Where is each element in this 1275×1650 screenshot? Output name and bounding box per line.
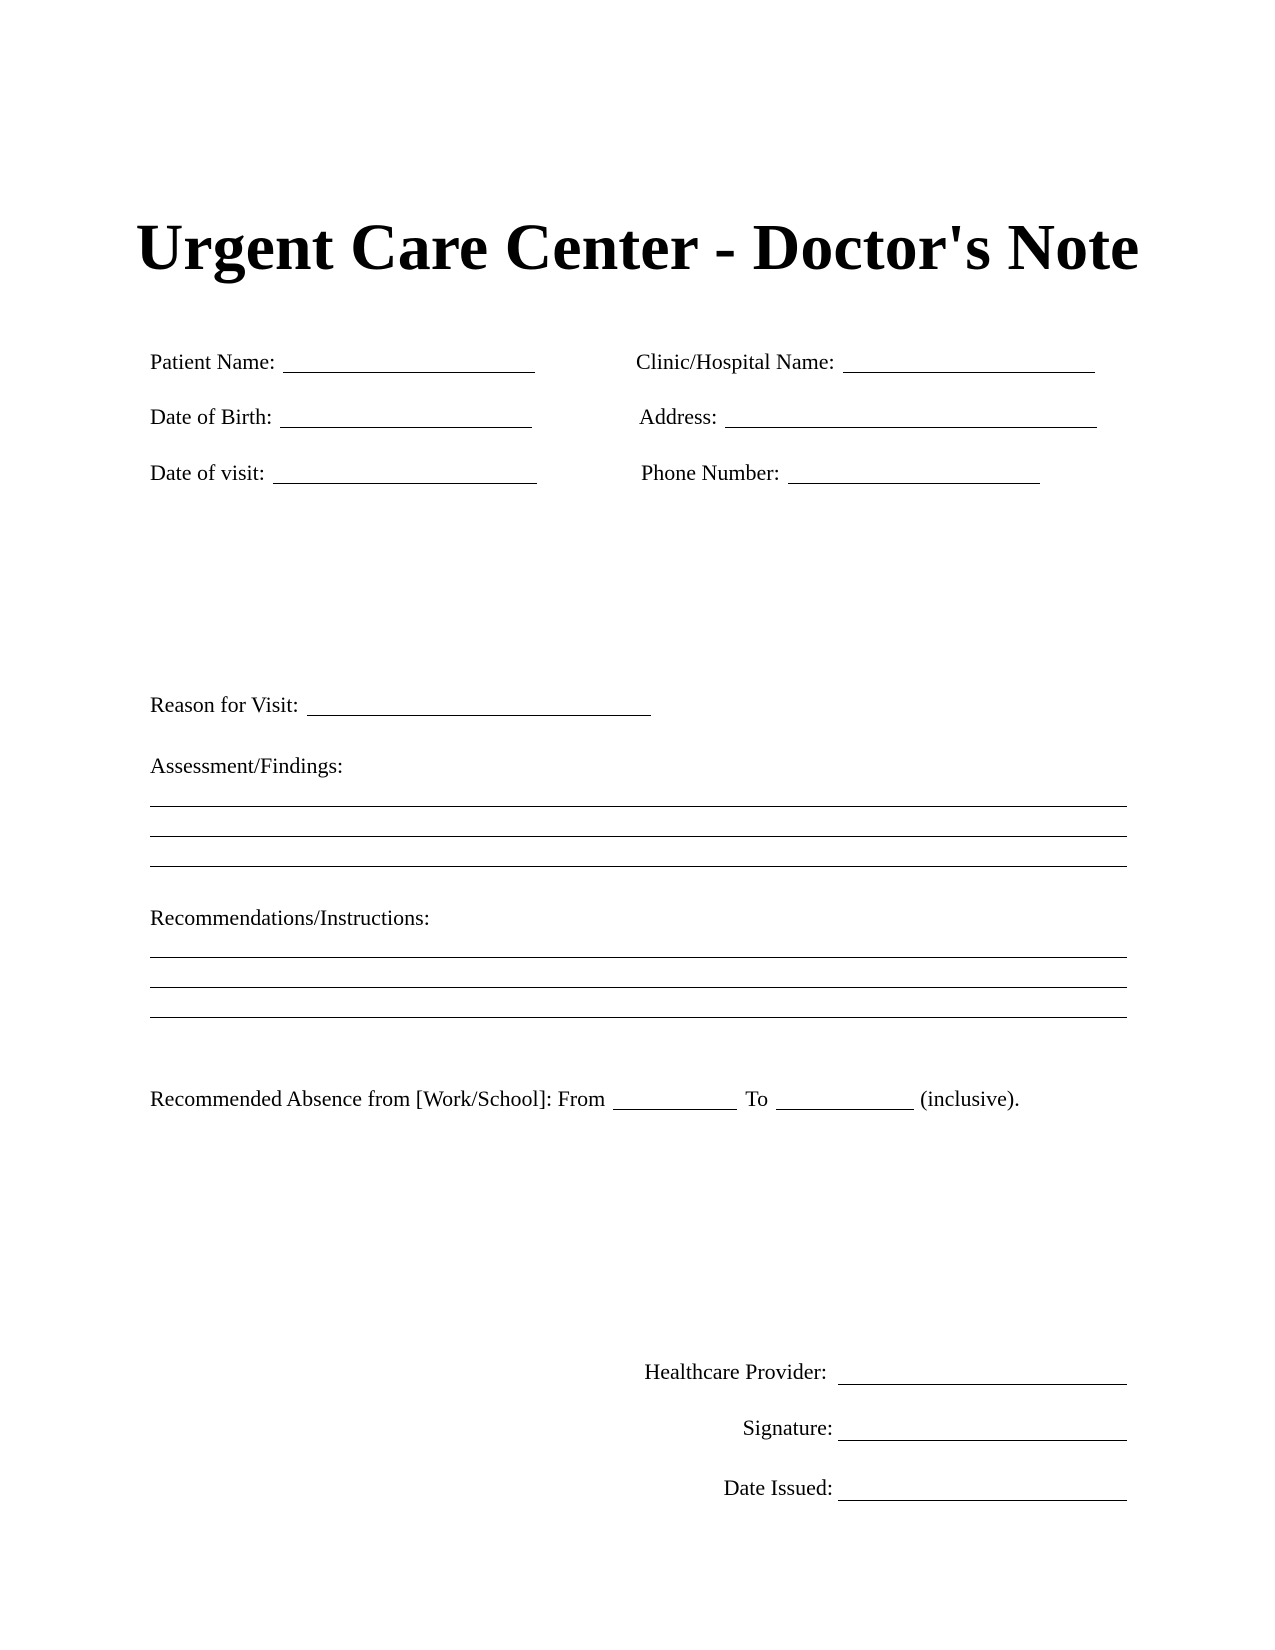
date-of-birth-blank[interactable] bbox=[280, 407, 532, 428]
date-of-visit-blank[interactable] bbox=[273, 463, 537, 484]
patient-name-blank[interactable] bbox=[283, 352, 535, 373]
address-label: Address: bbox=[639, 404, 718, 429]
assessment-line-2[interactable] bbox=[150, 836, 1127, 837]
recommendations-line-2[interactable] bbox=[150, 987, 1127, 988]
absence-from-blank[interactable] bbox=[613, 1089, 737, 1110]
signature-blank[interactable] bbox=[838, 1440, 1127, 1441]
address-field bbox=[639, 403, 1097, 431]
recommendations-line-3[interactable] bbox=[150, 1017, 1127, 1018]
absence-to-blank[interactable] bbox=[776, 1089, 914, 1110]
reason-for-visit-blank[interactable] bbox=[307, 695, 651, 716]
assessment-label-row bbox=[150, 752, 343, 780]
recommendations-line-1[interactable] bbox=[150, 957, 1127, 958]
absence-prefix: Recommended Absence from [Work/School]: From bbox=[150, 1086, 606, 1111]
patient-name-label: Patient Name: bbox=[150, 349, 276, 374]
date-of-visit-field bbox=[150, 459, 537, 487]
clinic-name-field bbox=[636, 348, 1095, 376]
recommendations-label: Recommendations/Instructions: bbox=[150, 905, 430, 930]
assessment-line-1[interactable] bbox=[150, 806, 1127, 807]
date-issued-label-row bbox=[620, 1474, 833, 1502]
date-of-birth-field bbox=[150, 403, 532, 431]
date-of-birth-label: Date of Birth: bbox=[150, 404, 273, 429]
recommendations-label-row bbox=[150, 904, 430, 932]
date-issued-label: Date Issued: bbox=[723, 1475, 833, 1500]
signature-label-row bbox=[620, 1414, 833, 1442]
absence-field bbox=[150, 1085, 1020, 1113]
document-title: Urgent Care Center - Doctor's Note bbox=[135, 211, 1140, 284]
reason-for-visit-field bbox=[150, 691, 651, 719]
assessment-label: Assessment/Findings: bbox=[150, 753, 344, 778]
date-of-visit-label: Date of visit: bbox=[150, 460, 265, 485]
signature-label: Signature: bbox=[742, 1415, 833, 1440]
healthcare-provider-label: Healthcare Provider: bbox=[644, 1359, 827, 1384]
phone-number-label: Phone Number: bbox=[641, 460, 780, 485]
phone-number-field bbox=[641, 459, 1040, 487]
assessment-line-3[interactable] bbox=[150, 866, 1127, 867]
healthcare-provider-label-row bbox=[620, 1358, 827, 1386]
clinic-name-label: Clinic/Hospital Name: bbox=[636, 349, 835, 374]
date-issued-blank[interactable] bbox=[838, 1500, 1127, 1501]
clinic-name-blank[interactable] bbox=[843, 352, 1095, 373]
healthcare-provider-blank[interactable] bbox=[838, 1384, 1127, 1385]
phone-number-blank[interactable] bbox=[788, 463, 1040, 484]
absence-to-label: To bbox=[745, 1086, 769, 1111]
reason-for-visit-label: Reason for Visit: bbox=[150, 692, 299, 717]
address-blank[interactable] bbox=[725, 407, 1097, 428]
patient-name-field bbox=[150, 348, 535, 376]
absence-suffix: (inclusive). bbox=[920, 1086, 1020, 1111]
